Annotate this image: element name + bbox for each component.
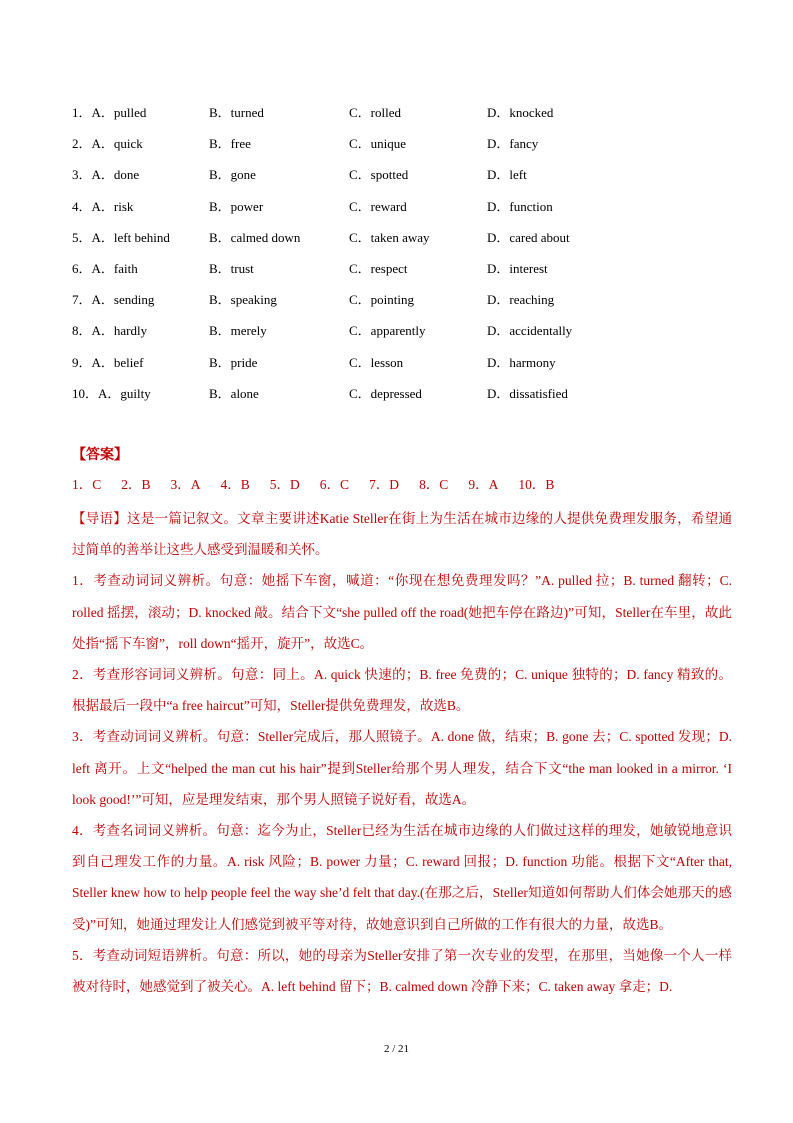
explanation-paragraph: 1．考查动词词义辨析。句意：她摇下车窗，喊道：“你现在想免费理发吗？”A. pulled 拉；B. turned 翻转；C. rolled 摇摆，滚动；D. knocked 敲。结合下文“she pulled off the road(她把车停在路边)”可知，Steller在车里，故此处指“摇下车窗”，roll down“摇开，旋开”，故选C。 (72, 573, 732, 651)
option-item: B．free (209, 136, 251, 152)
answer-item: 5．D (269, 477, 300, 492)
option-item: C．lesson (349, 354, 404, 370)
options-list (72, 103, 752, 415)
option-row (72, 384, 752, 415)
explanation-section (72, 503, 732, 1002)
answer-section (72, 442, 732, 500)
option-row (72, 259, 752, 290)
option-row (72, 103, 752, 134)
option-item: 7．A．sending (72, 292, 155, 308)
option-row (72, 134, 752, 165)
option-row (72, 165, 752, 196)
option-item: C．depressed (349, 385, 422, 401)
option-item: D．reaching (487, 292, 555, 308)
option-item: 5．A．left behind (72, 229, 170, 245)
option-row (72, 290, 752, 321)
option-item: D．cared about (487, 229, 570, 245)
option-row (72, 321, 752, 352)
option-item: D．harmony (487, 354, 556, 370)
option-row (72, 197, 752, 228)
option-item: 3．A．done (72, 167, 140, 183)
answer-item: 9．A (468, 477, 499, 492)
option-row (72, 228, 752, 259)
option-item: B．turned (209, 105, 264, 120)
option-item: 9．A．belief (72, 354, 144, 370)
explanation-paragraph: 5．考查动词短语辨析。句意：所以，她的母亲为Steller安排了第一次专业的发型，在那里，当她像一个人一样被对待时，她感觉到了被关心。A. left behind 留下；B. calmed down 冷静下来；C. taken away 拿走；D. (72, 947, 732, 995)
option-item: B．merely (209, 323, 267, 339)
option-item: C．pointing (349, 292, 415, 308)
answer-item: 8．C (419, 477, 449, 492)
option-item: 8．A．hardly (72, 323, 148, 339)
option-item: C．respect (349, 260, 408, 276)
option-item: D．function (487, 198, 553, 214)
answer-item: 10．B (518, 477, 555, 492)
option-item: C．rolled (349, 105, 401, 120)
option-item: B．pride (209, 354, 258, 370)
option-row (72, 353, 752, 384)
option-item: B．alone (209, 385, 259, 401)
answer-item: 4．B (220, 477, 250, 492)
option-item: C．unique (349, 136, 407, 152)
option-item: 4．A．risk (72, 198, 134, 214)
page-number: 2 / 21 (383, 1043, 410, 1055)
option-item: B．gone (209, 167, 256, 183)
option-item: C．spotted (349, 167, 409, 183)
answer-item: 2．B (121, 477, 151, 492)
option-item: 1．A．pulled (72, 105, 147, 120)
option-item: D．interest (487, 260, 548, 276)
explanation-paragraph: 2．考查形容词词义辨析。句意：同上。A. quick 快速的；B. free 免费的；C. unique 独特的；D. fancy 精致的。根据最后一段中“a free haircut”可知，Steller提供免费理发，故选B。 (72, 667, 732, 714)
option-item: D．left (487, 167, 527, 183)
option-item: C．reward (349, 198, 407, 214)
explanation-paragraph: 【导语】这是一篇记叙文。文章主要讲述Katie Steller在街上为生活在城市边缘的人提供免费理发服务，希望通过简单的善举让这些人感受到温暖和关怀。 (72, 511, 732, 558)
answer-list (72, 470, 732, 500)
explanation-paragraph: 3．考查动词词义辨析。句意：Steller完成后，那人照镜子。A. done 做，结束；B. gone 去；C. spotted 发现；D. left 离开。上文“helped the man cut his hair”提到Steller给那个男人理发，结合下文“the man looked in a mirror. ‘I look good!’”可知，应是理发结束，那个男人照镜子说好看，故选A。 (72, 729, 732, 807)
option-item: D．accidentally (487, 323, 573, 339)
option-item: B．calmed down (209, 229, 301, 245)
option-item: D．fancy (487, 136, 539, 152)
option-item: 6．A．faith (72, 260, 138, 276)
option-item: 2．A．quick (72, 136, 143, 152)
answer-item: 7．D (369, 477, 400, 492)
answer-item: 6．C (319, 477, 350, 492)
option-item: D．dissatisfied (487, 385, 568, 401)
option-item: C．taken away (349, 229, 430, 245)
option-item: D．knocked (487, 105, 554, 120)
option-item: 10．A．guilty (72, 385, 151, 401)
answer-title: 【答案】 (72, 448, 128, 463)
answer-item: 3．A (170, 477, 201, 492)
option-item: B．speaking (209, 292, 277, 308)
answer-item: 1．C (72, 477, 102, 492)
option-item: C．apparently (349, 323, 426, 339)
option-item: B．power (209, 198, 264, 214)
explanation-paragraph: 4．考查名词词义辨析。句意：迄今为止，Steller已经为生活在城市边缘的人们做过这样的理发，她敏锐地意识到自己理发工作的力量。A. risk 风险；B. power 力量；C. reward 回报；D. function 功能。根据下文“After that, Steller knew how to help people feel the way she’d felt that day.(在那之后，Steller知道如何帮助人们体会她那天的感受)”可知，她通过理发让人们感觉到被平等对待，故她意识到自己所做的工作有很大的力量，故选B。 (72, 823, 732, 932)
option-item: B．trust (209, 260, 254, 276)
